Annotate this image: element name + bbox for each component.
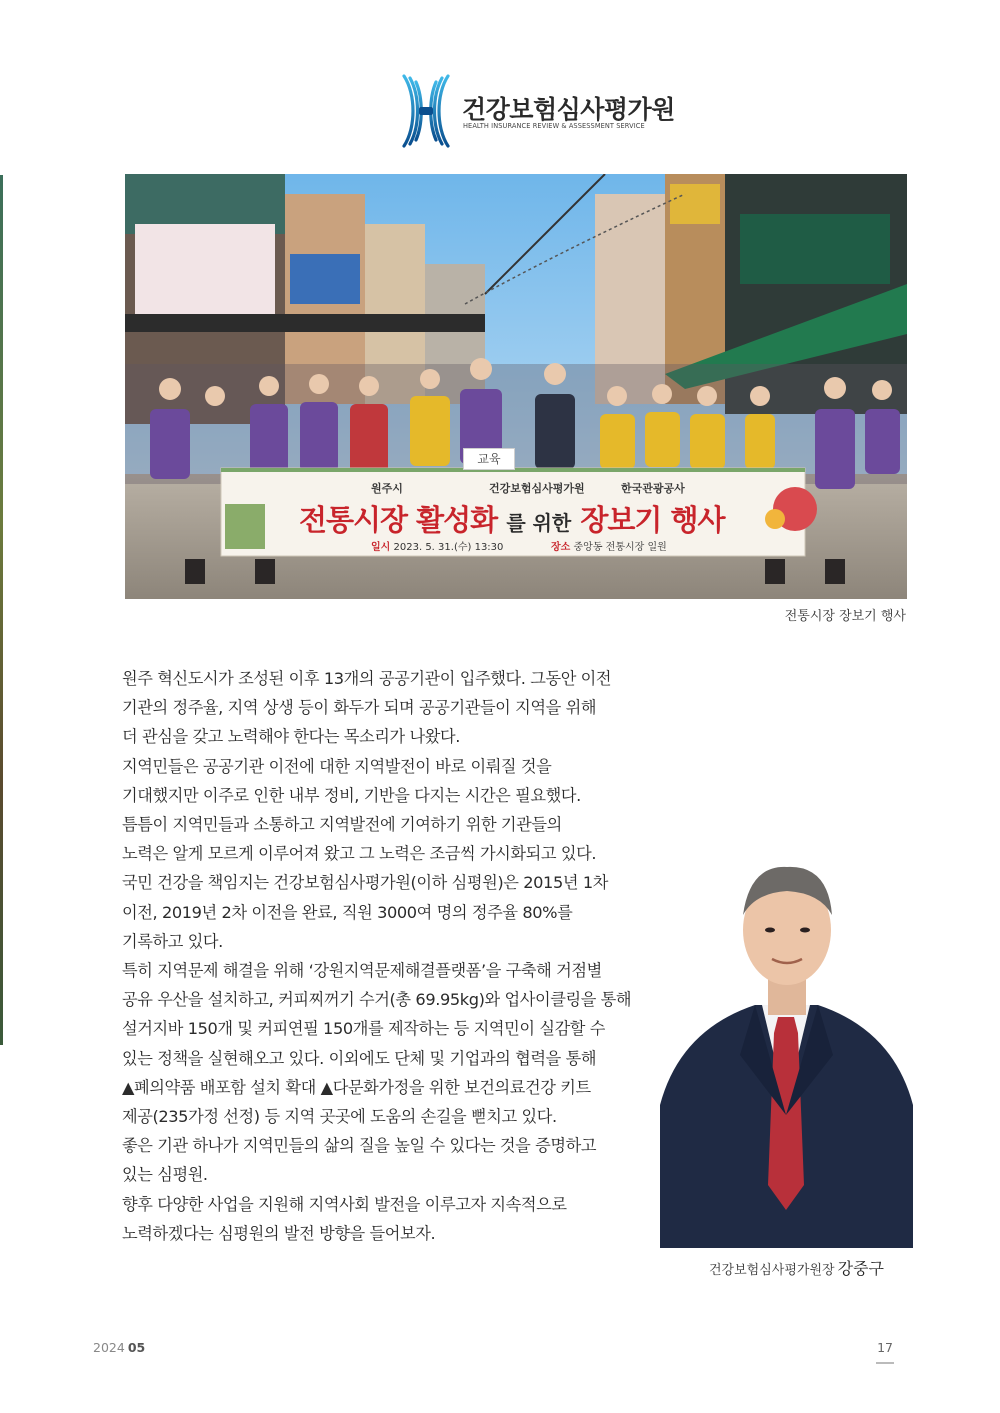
photo-caption: 전통시장 장보기 행사 bbox=[784, 609, 906, 624]
page-number: 17 bbox=[877, 1340, 893, 1355]
page-edge-strip bbox=[0, 175, 3, 1045]
portrait-role: 건강보험심사평가원장 bbox=[709, 1263, 835, 1278]
banner-title-part2: 를 위한 bbox=[506, 511, 572, 535]
article-line: 더 관심을 갖고 노력해야 한다는 목소리가 나왔다. bbox=[122, 727, 460, 747]
org-name-english: HEALTH INSURANCE REVIEW & ASSESSMENT SERVICE bbox=[463, 122, 645, 130]
banner-org-hira: 건강보험심사평가원 bbox=[489, 482, 585, 495]
portrait-illustration bbox=[660, 855, 913, 1248]
article-line: ▲폐의약품 배포함 설치 확대 ▲다문화가정을 위한 보건의료건강 키트 bbox=[122, 1077, 591, 1097]
article-line: 국민 건강을 책임지는 건강보험심사평가원(이하 심평원)은 2015년 1차 bbox=[122, 873, 608, 893]
article-line: 지역민들은 공공기관 이전에 대한 지역발전이 바로 이뤄질 것을 bbox=[122, 756, 552, 776]
article-line: 있는 정책을 실현해오고 있다. 이외에도 단체 및 기업과의 협력을 통해 bbox=[122, 1048, 597, 1068]
article-line: 원주 혁신도시가 조성된 이후 13개의 공공기관이 입주했다. 그동안 이전 bbox=[122, 669, 612, 688]
event-banner bbox=[221, 468, 805, 556]
banner-date-label: 일시 bbox=[371, 542, 391, 553]
banner-place-label: 장소 bbox=[551, 542, 571, 553]
article-line: 노력하겠다는 심평원의 발전 방향을 들어보자. bbox=[122, 1223, 436, 1243]
banner-date bbox=[371, 538, 503, 553]
org-name-korean: 건강보험심사평가원 bbox=[462, 95, 675, 124]
issue-month: 05 bbox=[127, 1340, 146, 1355]
article-line: 특히 지역문제 해결을 위해 ‘강원지역문제해결플랫폼’을 구축해 거점별 bbox=[122, 961, 602, 981]
hira-logo-icon bbox=[398, 72, 454, 150]
category-tag: 교육 bbox=[463, 448, 515, 470]
issue-year: 2024 bbox=[93, 1340, 125, 1355]
event-photo bbox=[125, 174, 907, 599]
banner-title-part3: 장보기 행사 bbox=[580, 503, 725, 537]
article-line: 노력은 알게 모르게 이루어져 왔고 그 노력은 조금씩 가시화되고 있다. bbox=[122, 844, 597, 864]
banner-title bbox=[299, 498, 725, 539]
article-line: 기관의 정주율, 지역 상생 등이 화두가 되며 공공기관들이 지역을 위해 bbox=[122, 698, 597, 718]
portrait-caption bbox=[709, 1256, 884, 1279]
banner-place-value: 중앙동 전통시장 일원 bbox=[573, 542, 667, 553]
article-line: 이전, 2019년 2차 이전을 완료, 직원 3000여 명의 정주율 80%를 bbox=[122, 902, 573, 922]
article-line: 향후 다양한 사업을 지원해 지역사회 발전을 이루고자 지속적으로 bbox=[122, 1194, 567, 1214]
article-line: 좋은 기관 하나가 지역민들의 삶의 질을 높일 수 있다는 것을 증명하고 bbox=[122, 1136, 597, 1156]
banner-org-kto: 한국관광공사 bbox=[621, 482, 685, 495]
banner-title-part1: 전통시장 활성화 bbox=[299, 503, 498, 537]
article-line: 공유 우산을 설치하고, 커피찌꺼기 수거(총 69.95kg)와 업사이클링을 통해 bbox=[122, 990, 632, 1010]
banner-org-wonju: 원주시 bbox=[371, 482, 403, 495]
article-line: 기록하고 있다. bbox=[122, 931, 223, 951]
organization-logo bbox=[398, 72, 675, 152]
issue-date bbox=[93, 1340, 145, 1355]
article-body bbox=[122, 664, 662, 1248]
banner-date-value: 2023. 5. 31.(수) 13:30 bbox=[393, 542, 504, 553]
page-number-underline bbox=[876, 1362, 894, 1364]
article-line: 기대했지만 이주로 인한 내부 정비, 기반을 다지는 시간은 필요했다. bbox=[122, 785, 581, 805]
article-line: 있는 심평원. bbox=[122, 1165, 208, 1185]
banner-place bbox=[551, 538, 667, 553]
portrait-name: 강중구 bbox=[837, 1259, 884, 1278]
article-line: 제공(235가정 선정) 등 지역 곳곳에 도움의 손길을 뻗치고 있다. bbox=[122, 1107, 557, 1127]
article-line: 틈틈이 지역민들과 소통하고 지역발전에 기여하기 위한 기관들의 bbox=[122, 815, 562, 835]
president-portrait bbox=[660, 855, 913, 1248]
article-line: 설거지바 150개 및 커피연필 150개를 제작하는 등 지역민이 실감할 수 bbox=[122, 1019, 606, 1039]
